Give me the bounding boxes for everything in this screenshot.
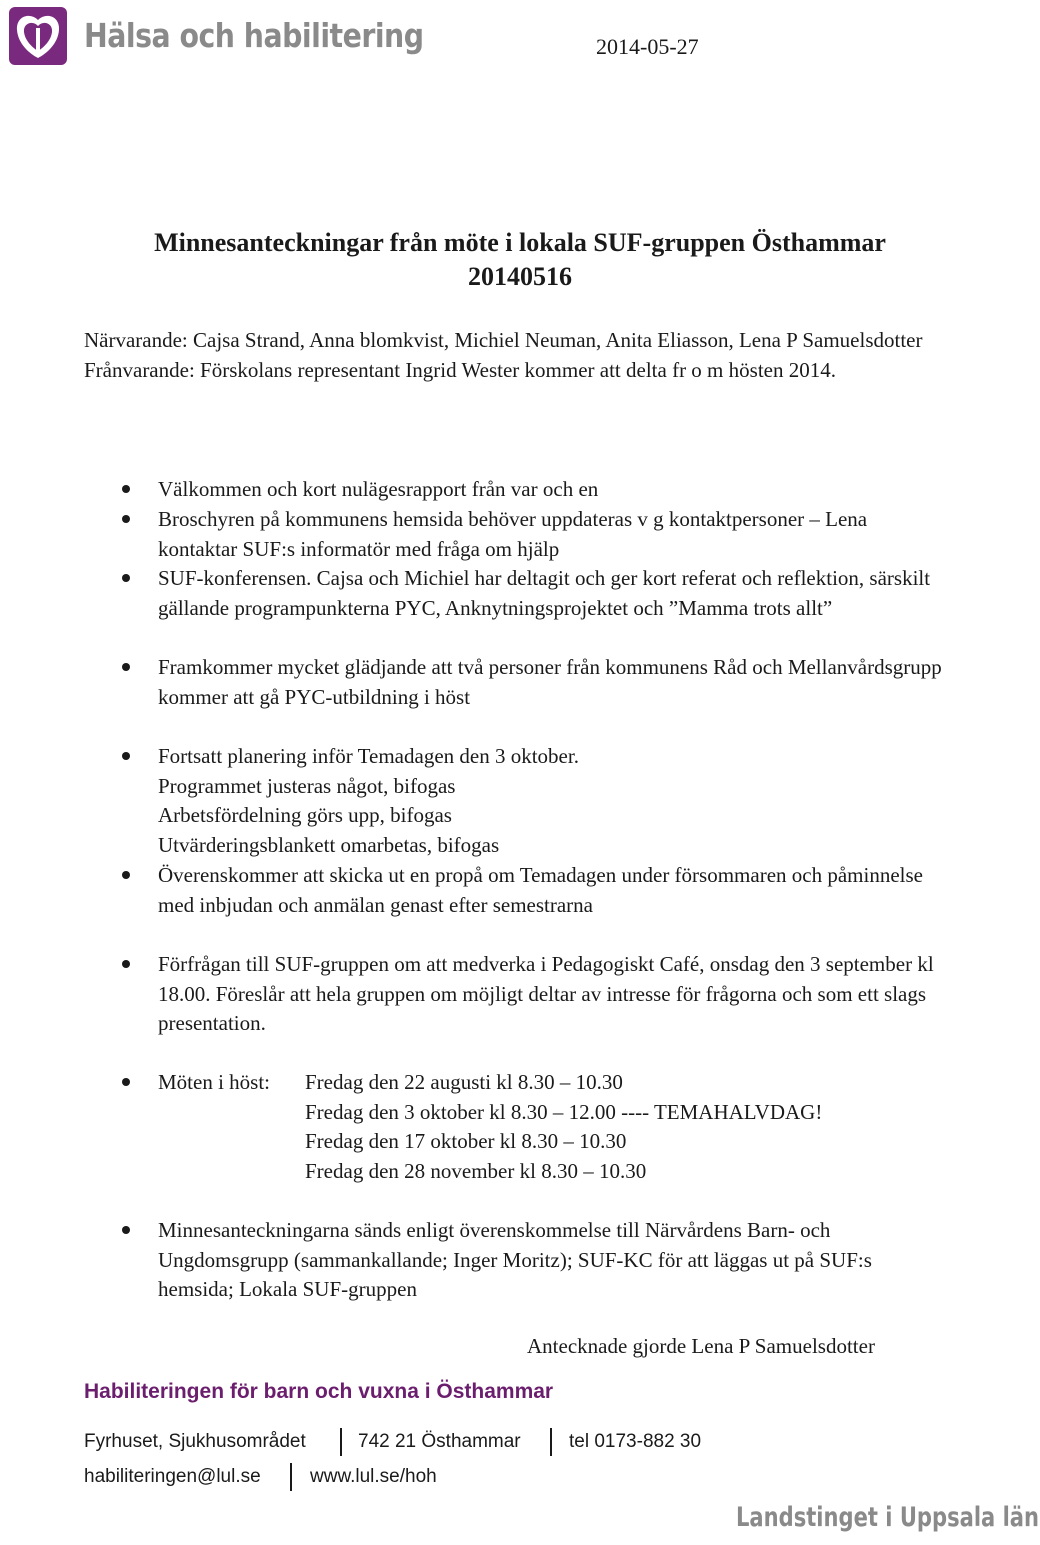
bullet-icon	[122, 663, 130, 671]
list-item-text: Välkommen och kort nulägesrapport från var och en	[158, 477, 599, 501]
list-item-text: Förfrågan till SUF-gruppen om att medverka i Pedagogiskt Café, onsdag den 3 september kl 18.00. Föreslår att hela gruppen om möjligt deltar av intresse för frågorna och som ett slags presentation.	[158, 952, 934, 1036]
meetings-list	[305, 1068, 822, 1186]
attendance-section	[84, 326, 934, 385]
region-logo: Landstinget i Uppsala län	[736, 1502, 1040, 1533]
meetings-label: Möten i höst:	[158, 1070, 271, 1094]
list-item	[158, 564, 948, 623]
meeting-date: Fredag den 3 oktober kl 8.30 – 12.00 ---- TEMAHALVDAG!	[305, 1099, 823, 1124]
list-item-text: Överenskommer att skicka ut en propå om Temadagen under försommaren och påminnelse med inbjudan och anmälan genast efter semestrarna	[158, 863, 923, 917]
list-item-text: Broschyren på kommunens hemsida behöver uppdateras v g kontaktpersoner – Lena kontaktar SUF:s informatör med fråga om hjälp	[158, 507, 868, 561]
list-item	[158, 861, 948, 920]
document-title	[0, 226, 1040, 294]
bullet-icon	[122, 752, 130, 760]
document-date: 2014-05-27	[596, 34, 699, 59]
footer-address: Fyrhuset, Sjukhusområdet	[84, 1431, 306, 1452]
bullet-icon	[122, 574, 130, 582]
organization-logo-icon	[8, 6, 68, 66]
meeting-date: Fredag den 28 november kl 8.30 – 10.30	[305, 1158, 647, 1183]
footer-web-link[interactable]: www.lul.se/hoh	[310, 1466, 437, 1487]
bullet-icon	[122, 871, 130, 879]
absent-list: Frånvarande: Förskolans representant Ingrid Wester kommer att delta fr o m hösten 2014.	[84, 357, 836, 382]
signature-note: Antecknade gjorde Lena P Samuelsdotter	[527, 1334, 875, 1358]
footer-email-link[interactable]: habiliteringen@lul.se	[84, 1466, 261, 1487]
meetings-item	[158, 1068, 948, 1188]
meeting-date: Fredag den 17 oktober kl 8.30 – 10.30	[305, 1129, 627, 1154]
bullet-icon	[122, 960, 130, 968]
footer-phone: tel 0173-882 30	[569, 1431, 702, 1452]
sub-line: Programmet justeras något, bifogas	[158, 773, 456, 798]
list-item	[158, 475, 948, 505]
list-item	[158, 742, 948, 860]
bullet-icon	[122, 485, 130, 493]
title-line-2: 20140516	[468, 262, 572, 291]
meeting-date: Fredag den 22 augusti kl 8.30 – 10.30	[305, 1070, 623, 1094]
footer-separator	[290, 1463, 292, 1491]
sub-line: Utvärderingsblankett omarbetas, bifogas	[158, 832, 500, 857]
footer-separator	[340, 1428, 342, 1456]
list-item	[158, 950, 948, 1039]
list-item-text: Fortsatt planering inför Temadagen den 3 oktober.	[158, 744, 579, 768]
footer-postal: 742 21 Östhammar	[358, 1431, 521, 1452]
list-item-text: Framkommer mycket glädjande att två personer från kommunens Råd och Mellanvårdsgrupp kommer att gå PYC-utbildning i höst	[158, 655, 942, 709]
title-line-1: Minnesanteckningar från möte i lokala SUF-gruppen Östhammar	[154, 228, 886, 257]
sub-line: Arbetsfördelning görs upp, bifogas	[158, 803, 452, 828]
bullet-icon	[122, 515, 130, 523]
list-item	[158, 505, 948, 564]
distribution-text: Minnesanteckningarna sänds enligt överenskommelse till Närvårdens Barn- och Ungdomsgrupp (sammankallande; Inger Moritz); SUF-KC för att läggas ut på SUF:s hemsida; Lokala SUF-gruppen	[158, 1218, 872, 1302]
brand-name: Hälsa och habilitering	[84, 16, 424, 55]
bullet-icon	[122, 1226, 130, 1234]
footer-organization: Habiliteringen för barn och vuxna i Östhammar	[84, 1380, 554, 1403]
present-list: Närvarande: Cajsa Strand, Anna blomkvist, Michiel Neuman, Anita Eliasson, Lena P Samuelsdotter	[84, 328, 923, 352]
list-item	[158, 1216, 948, 1305]
list-item	[158, 653, 948, 712]
footer-separator	[550, 1428, 552, 1456]
list-item-text: SUF-konferensen. Cajsa och Michiel har deltagit och ger kort referat och reflektion, särskilt gällande programpunkterna PYC, Anknytningsprojektet och ”Mamma trots allt”	[158, 566, 931, 620]
bullet-icon	[122, 1078, 130, 1086]
